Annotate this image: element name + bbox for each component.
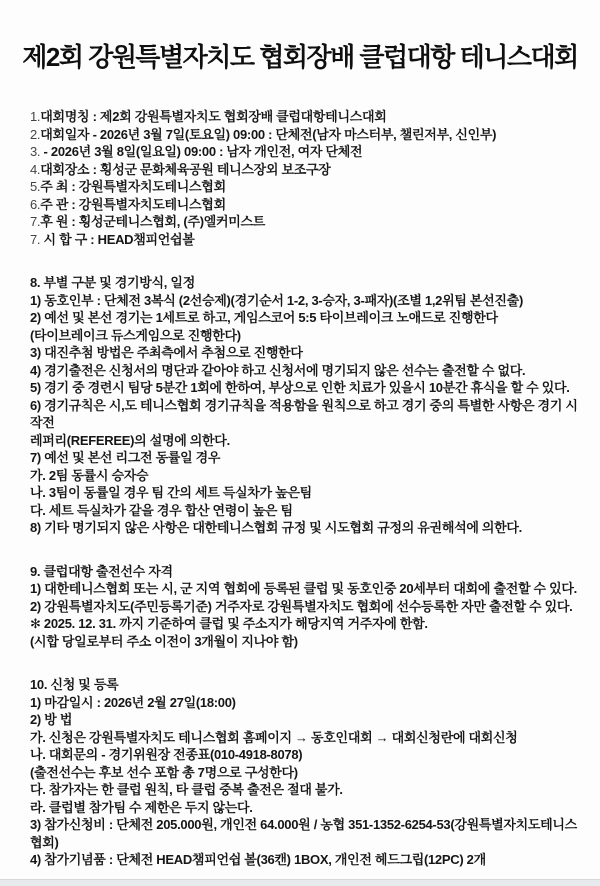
doc-line [30,563,586,581]
line-number-prefix: 2. [30,126,41,142]
line-text: 8) 기타 명기되지 않은 사항은 대한테니스협회 규정 및 시도협회 규정의 유권해석에 의한다. [30,520,522,535]
line-number-prefix: 1. [30,109,41,124]
doc-line [30,432,586,450]
doc-line [30,449,586,467]
line-text: 주 최 : 강원특별자치도테니스협회 [40,179,226,194]
line-text: 후 원 : 횡성군테니스협회, (주)엘커미스트 [40,214,266,229]
line-number-prefix: 7. [30,231,41,247]
line-text: 5) 경기 중 경련시 팀당 5분간 1회에 한하여, 부상으로 인한 치료가 있을시 10분간 휴식을 할 수 있다. [30,380,570,395]
doc-line [30,143,586,161]
doc-line [30,764,586,782]
line-text: (출전선수는 후보 선수 포함 총 7명으로 구성한다) [30,764,298,780]
line-text: 8. 부별 구분 및 경기방식, 일정 [30,275,195,290]
line-text: 1) 마감일시 : 2026년 2월 27일(18:00) [30,694,236,710]
doc-line [30,161,586,179]
line-text: 9. 클럽대항 출전선수 자격 [30,563,173,579]
line-text: 3) 참가신청비 : 단체전 205.000원, 개인전 64.000원 / 농협 351-1352-6254-53(강원특별자치도테니스협회) [30,817,577,850]
line-text: 대회장소 : 횡성군 문화체육공원 테니스장외 보조구장 [40,161,331,177]
doc-section [30,563,586,651]
line-text: 대회일자 - 2026년 3월 7일(토요일) 09:00 : 단체전(남자 마스터부, 챌린저부, 신인부) [40,126,497,142]
doc-line [30,816,586,851]
bottom-edge-bar [0,879,600,886]
doc-line [30,344,586,362]
doc-line [30,502,586,520]
line-text: 시 합 구 : HEAD챔피언쉽볼 [40,231,195,247]
line-text: 6) 경기규칙은 시,도 테니스협회 경기규칙을 적용함을 원칙으로 하고 경기 중의 특별한 사항은 경기 시작전 [30,397,578,430]
doc-section [30,676,586,869]
line-text: (시합 당일로부터 주소 이전이 3개월이 지나야 함) [30,633,298,649]
doc-line [30,274,586,292]
line-text: 4) 참가기념품 : 단체전 HEAD챔피언쉽 볼(36캔) 1BOX, 개인전 헤드그립(12PC) 2개 [30,852,486,867]
line-text: - 2026년 3월 8일(일요일) 09:00 : 남자 개인전, 여자 단체전 [40,144,363,159]
doc-line [30,484,586,502]
doc-line [30,729,586,747]
doc-line [30,598,586,616]
line-text: 나. 대회문의 - 경기위원장 전종표(010-4918-8078) [30,747,303,762]
line-number-prefix: 3. [30,144,41,159]
doc-section [30,274,586,537]
doc-line [30,178,586,196]
doc-line [30,799,586,817]
doc-line [30,694,586,712]
doc-line [30,126,586,144]
doc-line [30,196,586,214]
doc-line [30,519,586,537]
line-text: 가. 2팀 동률시 승자승 [30,467,149,483]
doc-line [30,309,586,327]
doc-line [30,746,586,764]
doc-line [30,379,586,397]
document-body [30,108,586,869]
line-text: 레퍼리(REFEREE)의 설명에 의한다. [30,432,230,448]
line-text: 2) 예선 및 본선 경기는 1세트로 하고, 게임스코어 5:5 타이브레이크 노애드로 진행한다 [30,310,498,325]
line-text: 4) 경기출전은 신청서의 명단과 같아야 하고 신청서에 명기되지 않은 선수는 출전할 수 없다. [30,362,526,378]
line-text: 2) 방 법 [30,712,73,727]
doc-line [30,851,586,869]
line-text: ✻ 2025. 12. 31. 까지 기준하여 클럽 및 주소지가 해당지역 거주자에 한함. [30,616,428,631]
line-text: 나. 3팀이 동률일 경우 팀 간의 세트 득실차가 높은팀 [30,485,312,500]
doc-line [30,467,586,485]
doc-line [30,213,586,231]
doc-line [30,327,586,345]
doc-line [30,108,586,126]
line-text: 다. 세트 득실차가 같을 경우 합산 연령이 높은 팀 [30,502,293,518]
document-title: 제2회 강원특별자치도 협회장배 클럽대항 테니스대회 [22,42,578,72]
doc-line [30,711,586,729]
doc-line [30,615,586,633]
line-text: 1) 대한테니스협회 또는 시, 군 지역 협회에 등록된 클럽 및 동호인중 20세부터 대회에 출전할 수 있다. [30,581,577,596]
line-text: 10. 신청 및 등록 [30,677,119,692]
line-text: 주 관 : 강원특별자치도테니스협회 [40,196,226,212]
line-text: 가. 신청은 강원특별자치도 테니스협회 홈페이지 → 동호인대회 → 대회신청란에 대회신청 [30,729,518,745]
doc-line [30,633,586,651]
doc-line [30,231,586,249]
line-text: 1) 동호인부 : 단체전 3복식 (2선승제)(경기순서 1-2, 3-승자, 3-패자)(조별 1,2위팀 본선진출) [30,292,523,308]
line-text: 라. 클럽별 참가팀 수 제한은 두지 않는다. [30,799,253,815]
doc-line [30,781,586,799]
doc-line [30,362,586,380]
line-number-prefix: 6. [30,196,41,212]
doc-line [30,676,586,694]
line-text: 다. 참가자는 한 클럽 원칙, 타 클럽 중복 출전은 절대 불가. [30,782,343,797]
doc-section [30,108,586,248]
line-text: 대회명칭 : 제2회 강원특별자치도 협회장배 클럽대항테니스대회 [40,109,387,124]
line-text: 2) 강원특별자치도(주민등록기준) 거주자로 강원특별자치도 협회에 선수등록한 자만 출전할 수 있다. [30,598,573,614]
line-number-prefix: 5. [30,179,41,194]
line-number-prefix: 7. [30,214,41,229]
line-text: 3) 대진추첨 방법은 주최측에서 추첨으로 진행한다 [30,345,303,360]
line-number-prefix: 4. [30,161,41,177]
line-text: (타이브레이크 듀스게임으로 진행한다) [30,327,241,343]
doc-line [30,292,586,310]
line-text: 7) 예선 및 본선 리그전 동률일 경우 [30,450,221,465]
doc-line [30,397,586,432]
doc-line [30,580,586,598]
